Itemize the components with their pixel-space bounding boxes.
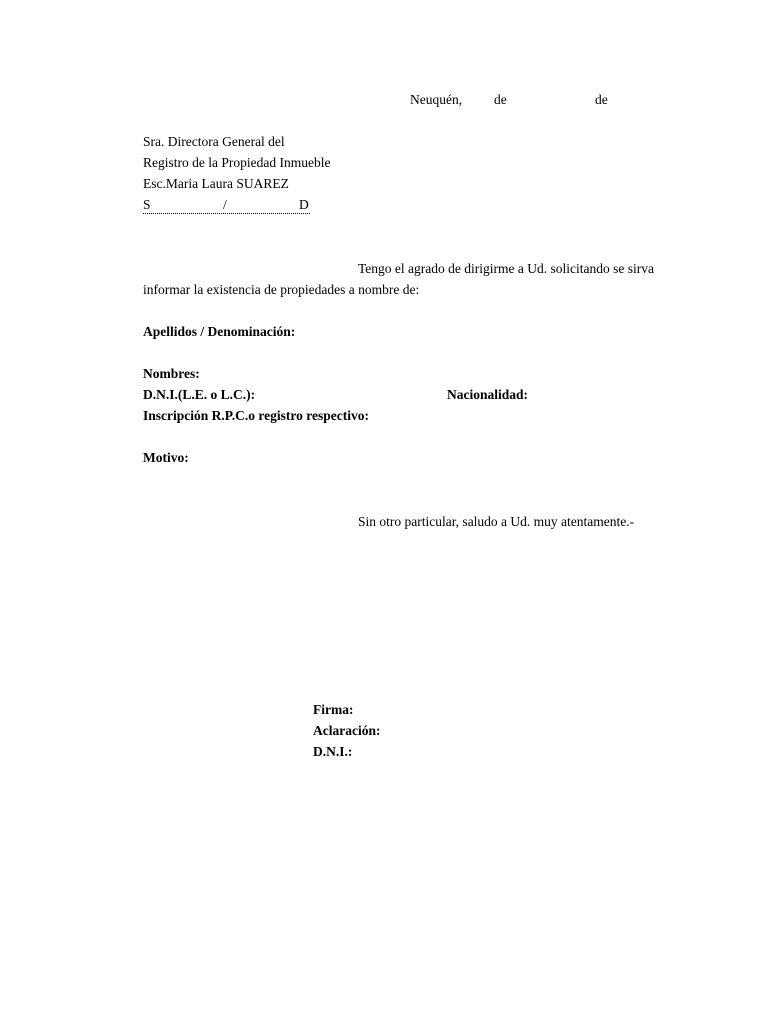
body-intro-line-2: informar la existencia de propiedades a nombre de:: [143, 282, 420, 297]
signature-dni-label: D.N.I.:: [313, 744, 353, 759]
recipient-line-1: Sra. Directora General del: [143, 134, 285, 149]
body-intro-line-1: Tengo el agrado de dirigirme a Ud. solicitando se sirva: [358, 261, 654, 276]
su-despacho-line: [143, 197, 310, 214]
header-city: Neuquén,: [410, 92, 463, 107]
field-dni-label: D.N.I.(L.E. o L.C.):: [143, 387, 256, 402]
field-motivo-label: Motivo:: [143, 450, 189, 465]
field-inscripcion-label: Inscripción R.P.C.o registro respectivo:: [143, 408, 369, 423]
sd-slash: /: [223, 197, 227, 212]
signature-aclaracion-label: Aclaración:: [313, 723, 381, 738]
sd-s: S: [143, 197, 151, 212]
field-nacionalidad-label: Nacionalidad:: [447, 387, 529, 402]
recipient-line-3: Esc.Maria Laura SUAREZ: [143, 176, 289, 191]
closing-text: Sin otro particular, saludo a Ud. muy atentamente.-: [358, 514, 635, 529]
field-nombres-label: Nombres:: [143, 366, 200, 381]
field-apellidos-label: Apellidos / Denominación:: [143, 324, 296, 339]
sd-d: D: [299, 197, 309, 212]
header-de-2: de: [595, 92, 608, 107]
header-de-1: de: [494, 92, 507, 107]
signature-firma-label: Firma:: [313, 702, 354, 717]
recipient-line-2: Registro de la Propiedad Inmueble: [143, 155, 331, 170]
